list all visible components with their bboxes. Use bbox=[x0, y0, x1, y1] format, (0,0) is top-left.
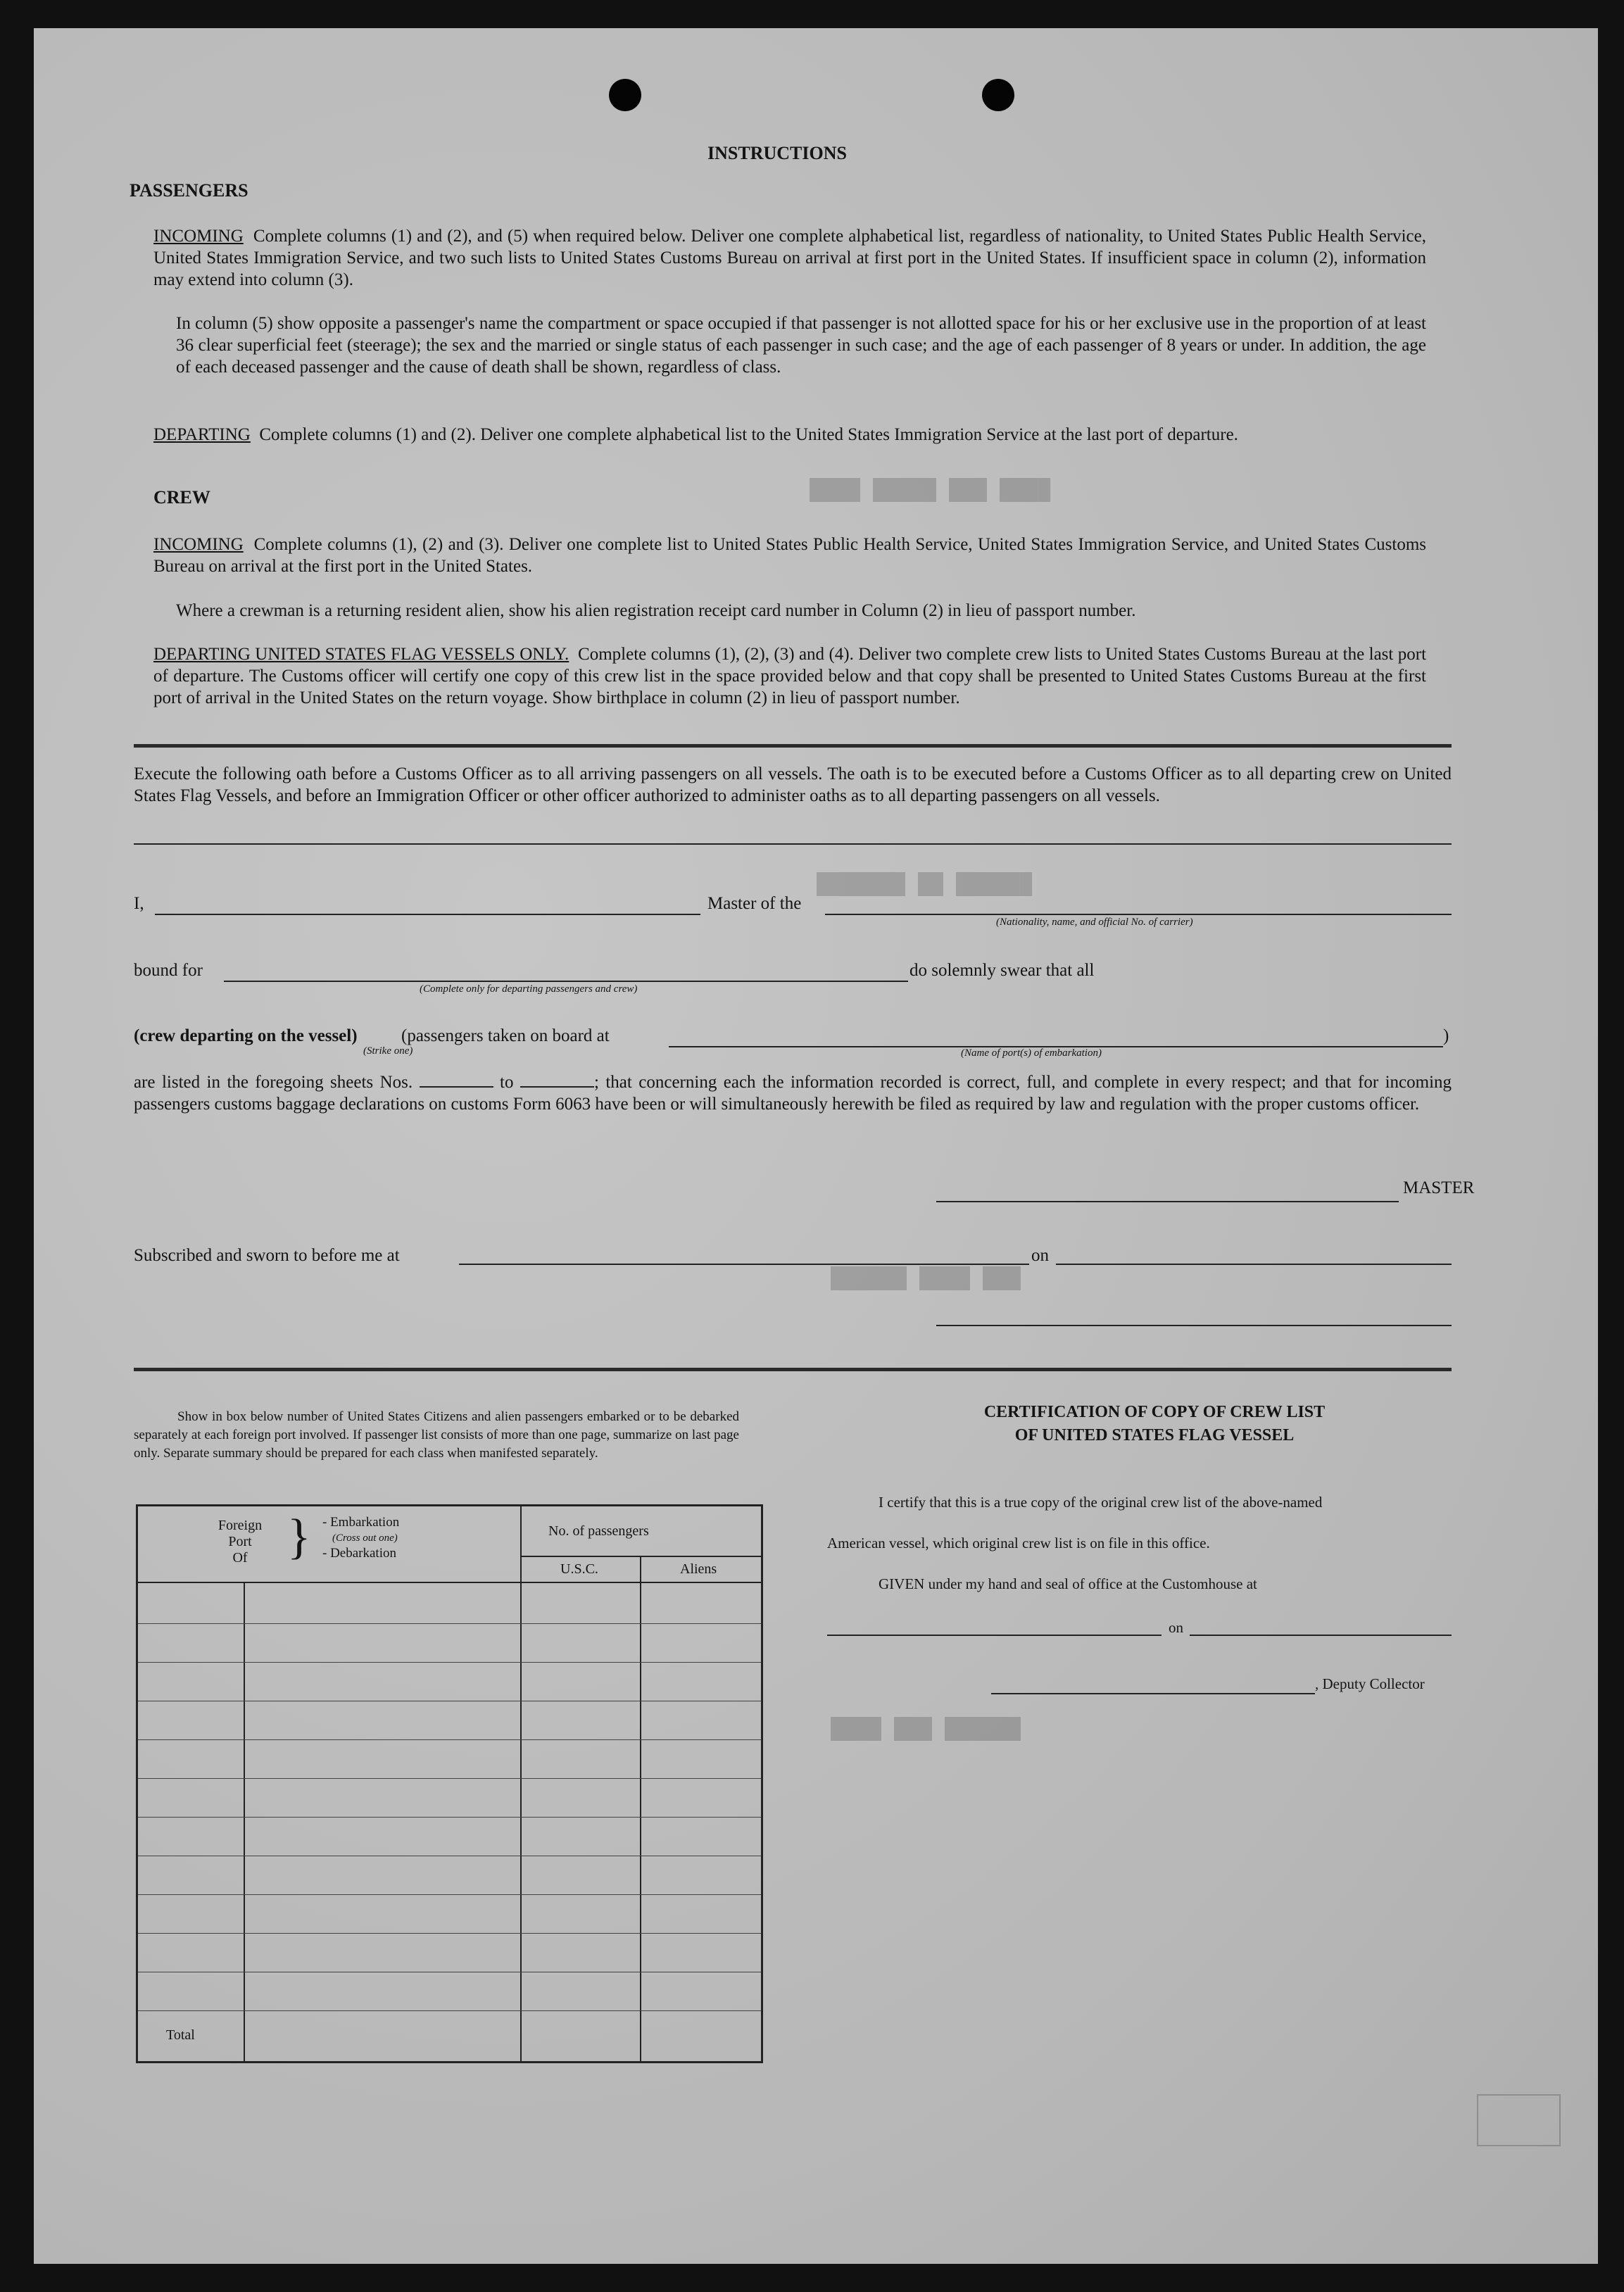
sheet-to-field[interactable] bbox=[520, 1073, 594, 1088]
swear-label: do solemnly swear that all bbox=[909, 961, 1095, 980]
oath-execute-paragraph: Execute the following oath before a Customs Officer as to all arriving passengers on all vessels. The oath is to be executed before a Customs Officer as to all departing crew on United States Flag Vessels, and before an Immigration Officer or other officer authorized to administer oaths as to all departing passengers on all vessels. bbox=[134, 764, 1452, 805]
sworn-on-label: on bbox=[1031, 1246, 1049, 1265]
crew-incoming-label: INCOMING bbox=[153, 535, 244, 554]
passengers-column5-paragraph: In column (5) show opposite a passenger's name the compartment or space occupied if that passenger is not allotted space for his or her exclusive use in the proportion of at least 36 clear superficial feet (steerage); the sex and the married or single status of each passenger in such case; and the age of each passenger of 8 years or under. In addition, the age of each deceased passenger and the cause of death shall be shown, regardless of class. bbox=[176, 314, 1426, 377]
page-stamp-box bbox=[1477, 2094, 1561, 2146]
page-title: INSTRUCTIONS bbox=[707, 143, 847, 163]
foreign-port-label: Foreign Port Of bbox=[218, 1518, 263, 1566]
cert-on-label: on bbox=[1169, 1619, 1183, 1636]
bound-for-field[interactable] bbox=[224, 981, 908, 982]
section-divider bbox=[134, 744, 1452, 748]
certify-line-1: I certify that this is a true copy of the original crew list of the above-named bbox=[879, 1494, 1323, 1511]
crew-incoming-paragraph bbox=[153, 534, 1426, 577]
crew-departing-paragraph bbox=[153, 643, 1426, 709]
passengers-heading: PASSENGERS bbox=[130, 180, 248, 201]
deputy-collector-label: , Deputy Collector bbox=[1315, 1675, 1425, 1692]
listed-to: to bbox=[500, 1073, 514, 1092]
passengers-departing-text: Complete columns (1) and (2). Deliver one complete alphabetical list to the United States Immigration Service at the last port of departure. bbox=[259, 425, 1238, 444]
certify-line-2: American vessel, which original crew list is on file in this office. bbox=[827, 1535, 1210, 1551]
passengers-incoming-label: INCOMING bbox=[153, 227, 244, 246]
officer-signature-field[interactable] bbox=[936, 1325, 1452, 1326]
bleed-through-text: ██████ ███ ████ bbox=[831, 1718, 1021, 1742]
listed-text-end: ; that concerning each the information recorded is correct, full, and complete in every respect; and that for incoming passengers customs baggage declarations on customs Form 6063 have been or will simultaneously herewith be filed as required by law and regulation with the proper customs officer. bbox=[134, 1073, 1452, 1114]
total-label: Total bbox=[166, 2027, 195, 2043]
sworn-date-field[interactable] bbox=[1056, 1264, 1452, 1265]
bleed-through-text: ██████ ██ ███████ bbox=[817, 873, 1033, 897]
certification-title: CERTIFICATION OF COPY OF CREW LIST OF UNITED STATES FLAG VESSEL bbox=[983, 1403, 1326, 1444]
punch-hole-left bbox=[609, 79, 641, 111]
crew-heading: CREW bbox=[153, 487, 210, 508]
master-name-field[interactable] bbox=[155, 914, 700, 915]
usc-header: U.S.C. bbox=[560, 1561, 598, 1577]
close-paren: ) bbox=[1443, 1026, 1449, 1045]
passenger-summary-table bbox=[136, 1504, 763, 2063]
brace-icon: } bbox=[287, 1510, 311, 1564]
bleed-through-text: ████ ███ █████ ████ bbox=[810, 479, 1051, 503]
sworn-location-field[interactable] bbox=[459, 1264, 1029, 1265]
crew-departing-text: Complete columns (1), (2), (3) and (4). Deliver two complete crew lists to United States Customs Bureau at the last port of departure. The Customs officer will certify one copy of this crew list in the space provided below and that copy shall be presented to United States Customs Bureau at the first port of arrival in the United States on the return voyage. Show birthplace in column (2) in lieu of passport number. bbox=[153, 645, 1427, 707]
deputy-collector-signature[interactable] bbox=[991, 1693, 1315, 1694]
master-label: MASTER bbox=[1403, 1178, 1475, 1197]
crew-departing-option: (crew departing on the vessel) bbox=[134, 1026, 358, 1045]
nationality-note: (Nationality, name, and official No. of carrier) bbox=[996, 917, 1193, 928]
customhouse-field[interactable] bbox=[827, 1635, 1162, 1636]
sheet-from-field[interactable] bbox=[420, 1073, 493, 1088]
crew-resident-paragraph: Where a crewman is a returning resident alien, show his alien registration receipt card number in Column (2) in lieu of passport number. bbox=[176, 601, 1136, 620]
punch-hole-right bbox=[982, 79, 1014, 111]
listed-text-start: are listed in the foregoing sheets Nos. bbox=[134, 1073, 413, 1092]
oath-listed-paragraph bbox=[134, 1071, 1452, 1115]
passengers-incoming-text: Complete columns (1) and (2), and (5) when required below. Deliver one complete alphabetical list, regardless of nationality, to United States Public Health Service, United States Immigration Service, and two such lists to United States Customs Bureau on arrival at first port in the United States. If insufficient space in column (2), information may extend into column (3). bbox=[153, 227, 1427, 289]
master-of-label: Master of the bbox=[707, 894, 802, 913]
section-divider bbox=[134, 843, 1452, 845]
passengers-taken-option: (passengers taken on board at bbox=[401, 1026, 610, 1045]
crew-incoming-text: Complete columns (1), (2) and (3). Deliver one complete list to United States Public Health Service, United States Immigration Service, and United States Customs Bureau on arrival at the first port in the United States. bbox=[153, 535, 1426, 576]
port-note: (Name of port(s) of embarkation) bbox=[961, 1047, 1102, 1059]
oath-i-label: I, bbox=[134, 894, 144, 913]
aliens-header: Aliens bbox=[680, 1561, 717, 1577]
subscribed-label: Subscribed and sworn to before me at bbox=[134, 1246, 400, 1265]
section-divider bbox=[134, 1368, 1452, 1371]
complete-only-note: (Complete only for departing passengers and crew) bbox=[420, 983, 638, 995]
passengers-incoming-paragraph bbox=[153, 225, 1426, 291]
summary-intro: Show in box below number of United States Citizens and alien passengers embarked or to be debarked separately at each foreign port involved. If passenger list consists of more than one page, summarize on last page only. Separate summary should be prepared for each class when manifested separately. bbox=[134, 1409, 739, 1461]
passengers-departing-label: DEPARTING bbox=[153, 425, 251, 444]
carrier-field[interactable] bbox=[825, 914, 1452, 915]
cert-date-field[interactable] bbox=[1190, 1635, 1452, 1636]
given-text: GIVEN under my hand and seal of office at the Customhouse at bbox=[879, 1575, 1257, 1592]
bound-for-label: bound for bbox=[134, 961, 203, 980]
strike-note: (Strike one) bbox=[363, 1045, 413, 1057]
embark-debark-label: - Embarkation (Cross out one) - Debarkation bbox=[322, 1515, 400, 1561]
passengers-departing-paragraph bbox=[153, 424, 1426, 446]
crew-departing-label: DEPARTING UNITED STATES FLAG VESSELS ONLY. bbox=[153, 645, 569, 664]
bleed-through-text: ███ ████ ██████ bbox=[831, 1267, 1021, 1291]
no-passengers-header: No. of passengers bbox=[548, 1523, 649, 1539]
master-signature-field[interactable] bbox=[936, 1201, 1399, 1202]
